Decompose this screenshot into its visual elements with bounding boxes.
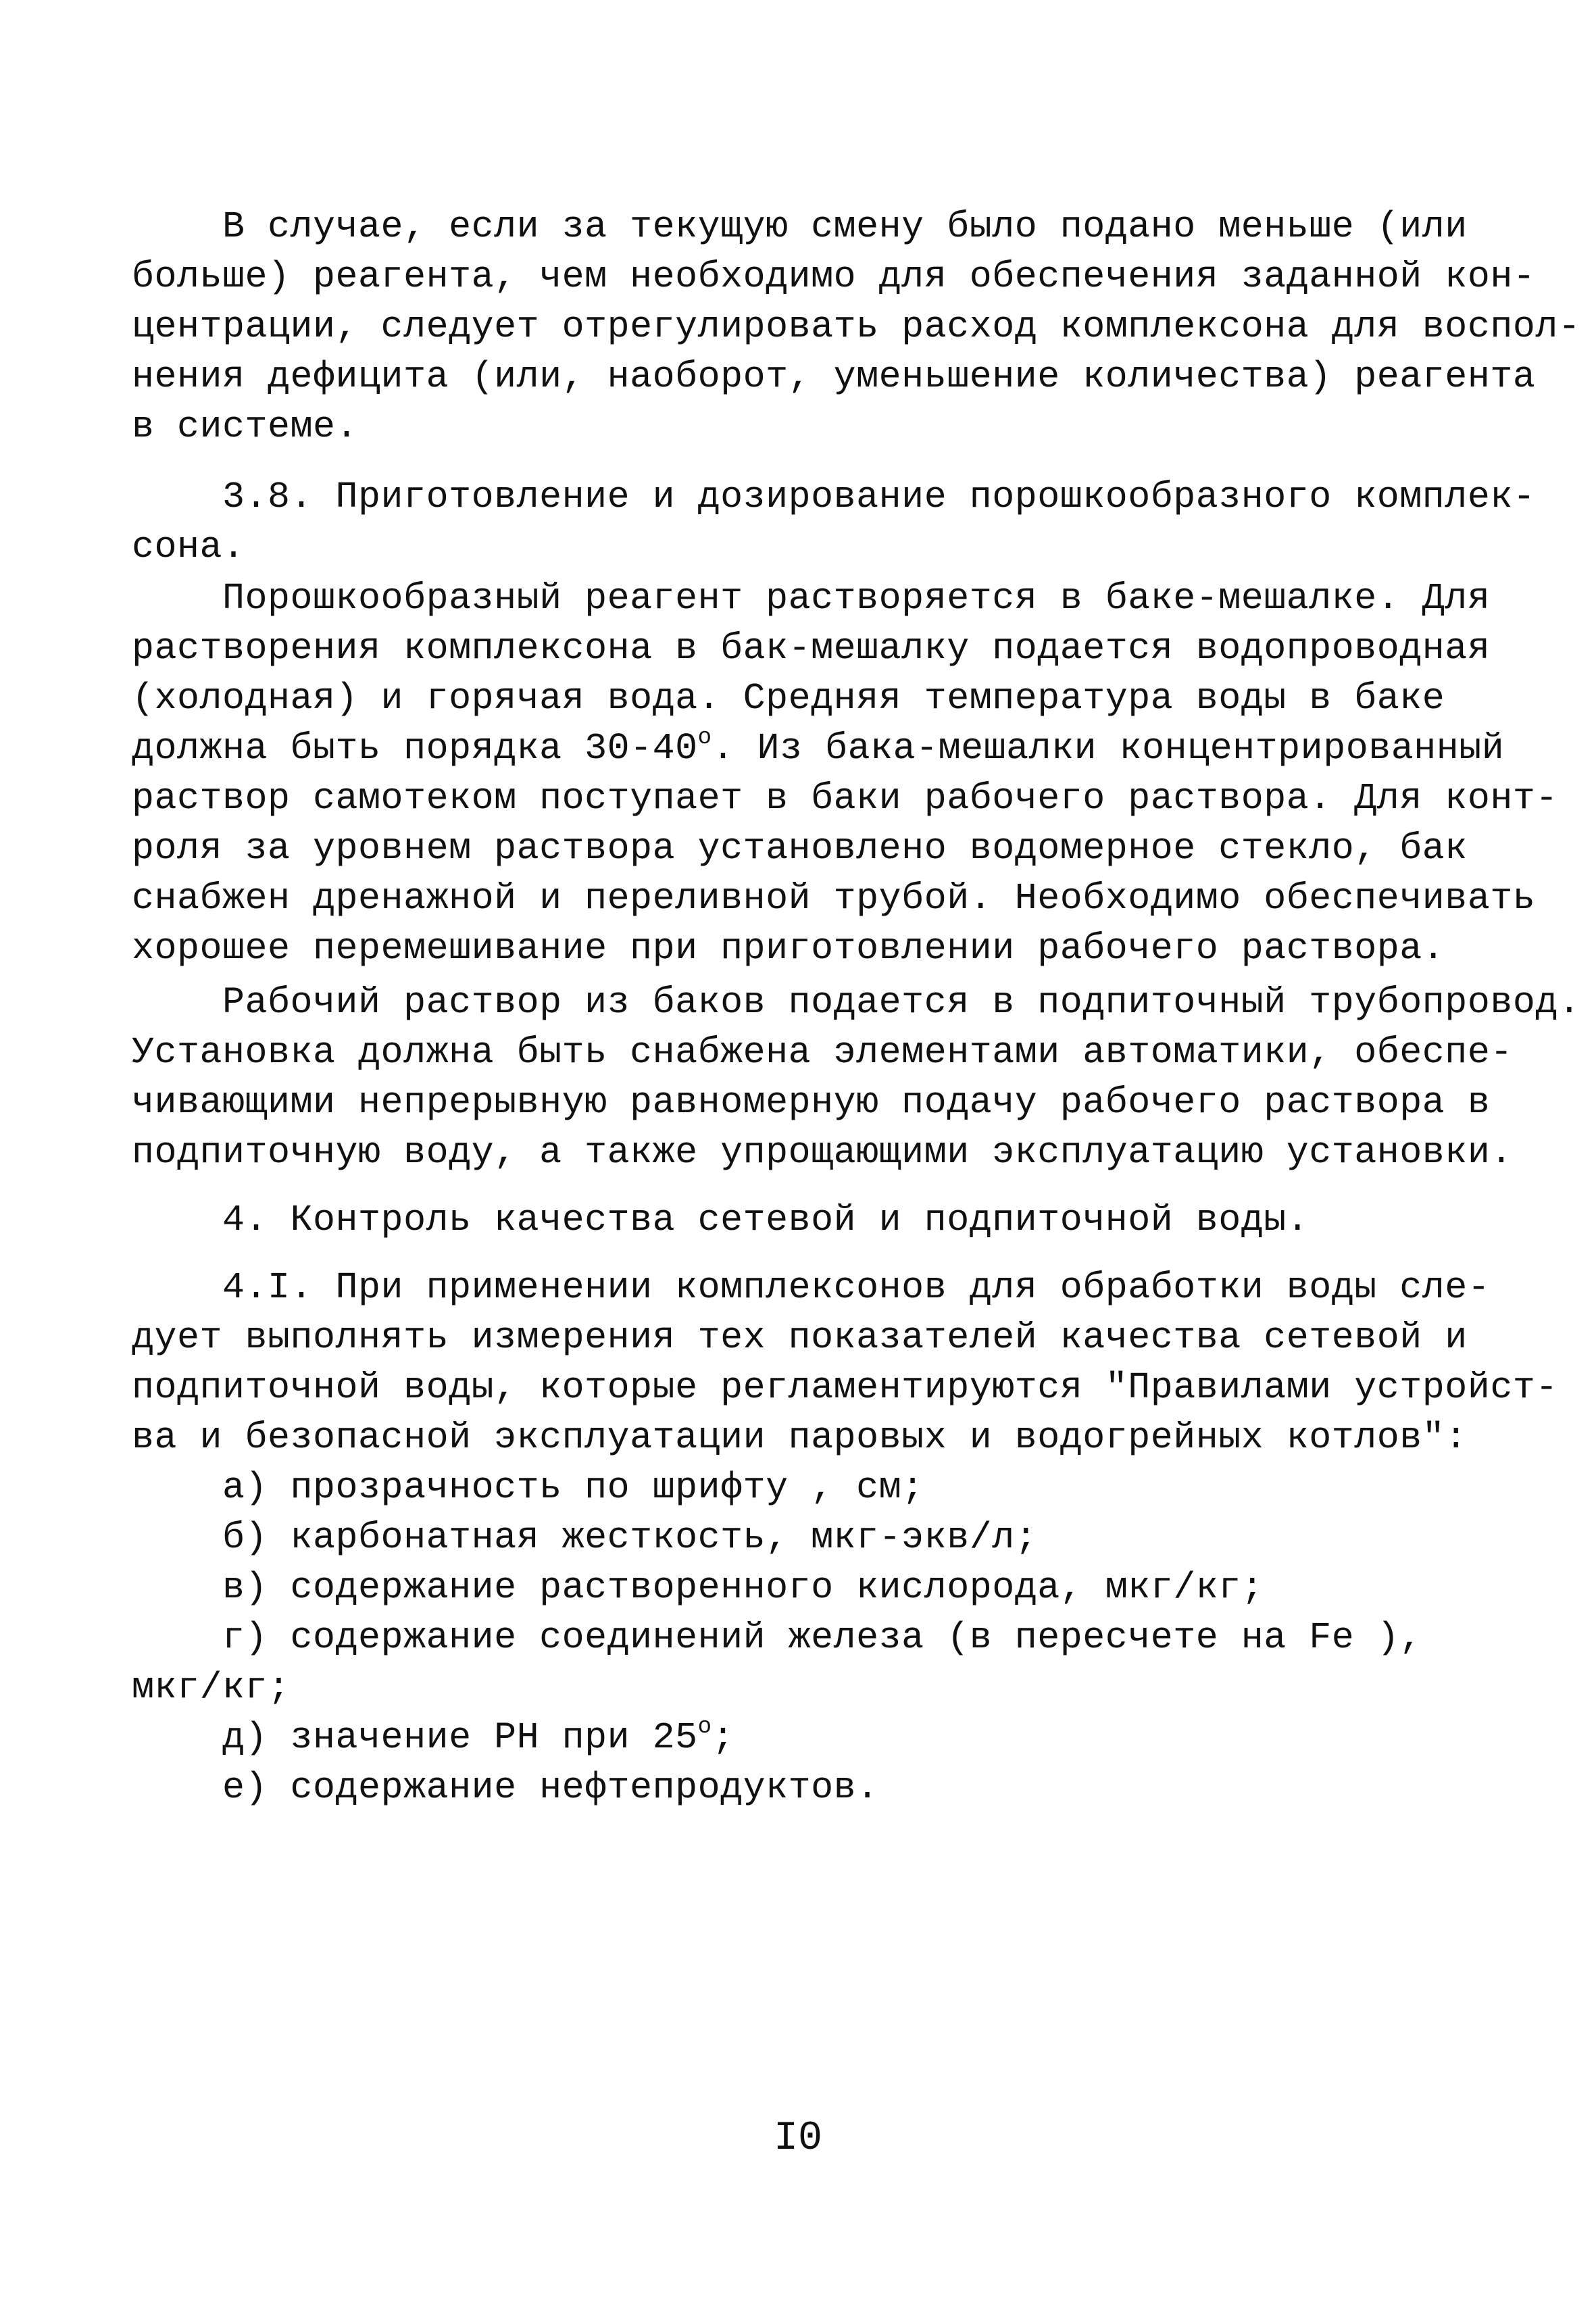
list-item-b: б) карбонатная жесткость, мкг-экв/л; <box>132 1516 1038 1559</box>
section-3-8-heading-line-2: сона. <box>132 526 245 568</box>
paragraph-2-line-4-text-a: должна быть порядка 30-40 <box>132 727 698 770</box>
list-item-d-text-b: ; <box>712 1716 735 1759</box>
paragraph-2-line-4-text-b: . Из бака-мешалки концентрированный <box>712 727 1505 770</box>
section-4-1-line-4: ва и безопасной эксплуатации паровых и водогрейных котлов": <box>132 1416 1468 1459</box>
list-item-g: г) содержание соединений железа (в пересчете на Fe ), <box>132 1616 1422 1659</box>
paragraph-3-line-2: Установка должна быть снабжена элементами автоматики, обеспе- <box>132 1031 1513 1074</box>
paragraph-2-line-4 <box>132 725 1505 770</box>
paragraph-3-line-1: Рабочий раствор из баков подается в подпиточный трубопровод. <box>132 981 1581 1024</box>
list-item-d <box>132 1714 735 1759</box>
section-4-1-line-1: 4.I. При применении комплексонов для обработки воды сле- <box>132 1266 1491 1309</box>
list-item-a: а) прозрачность по шрифту , см; <box>132 1466 924 1509</box>
paragraph-2-line-1: Порошкообразный реагент растворяется в баке-мешалке. Для <box>132 577 1491 620</box>
paragraph-1-line-3: центрации, следует отрегулировать расход комплексона для воспол- <box>132 305 1581 348</box>
list-item-e: е) содержание нефтепродуктов. <box>132 1766 879 1809</box>
paragraph-2-line-2: растворения комплексона в бак-мешалку подается водопроводная <box>132 627 1491 670</box>
degree-superscript: о <box>697 1714 712 1740</box>
page-number: I0 <box>773 2116 822 2162</box>
section-4-1-line-3: подпиточной воды, которые регламентируются "Правилами устройст- <box>132 1366 1558 1409</box>
paragraph-2-line-8: хорошее перемешивание при приготовлении рабочего раствора. <box>132 927 1445 970</box>
paragraph-3-line-4: подпиточную воду, а также упрощающими эксплуатацию установки. <box>132 1131 1513 1174</box>
paragraph-1-line-5: в системе. <box>132 405 359 448</box>
paragraph-1-line-2: больше) реагента, чем необходимо для обеспечения заданной кон- <box>132 255 1536 298</box>
degree-superscript: о <box>697 725 712 751</box>
list-item-g-continuation: мкг/кг; <box>132 1666 291 1709</box>
paragraph-1-line-1: В случае, если за текущую смену было подано меньше (или <box>132 205 1468 248</box>
section-3-8-heading-line-1: 3.8. Приготовление и дозирование порошкообразного комплек- <box>132 476 1536 518</box>
paragraph-2-line-6: роля за уровнем раствора установлено водомерное стекло, бак <box>132 827 1468 870</box>
paragraph-2-line-7: снабжен дренажной и переливной трубой. Необходимо обеспечивать <box>132 877 1536 920</box>
paragraph-2-line-3: (холодная) и горячая вода. Средняя температура воды в баке <box>132 677 1445 720</box>
paragraph-3-line-3: чивающими непрерывную равномерную подачу рабочего раствора в <box>132 1081 1491 1124</box>
list-item-v: в) содержание растворенного кислорода, мкг/кг; <box>132 1566 1264 1609</box>
section-4-heading: 4. Контроль качества сетевой и подпиточной воды. <box>132 1199 1310 1241</box>
paragraph-1-line-4: нения дефицита (или, наоборот, уменьшение количества) реагента <box>132 355 1536 398</box>
list-item-d-text-a: д) значение РН при 25 <box>132 1716 698 1759</box>
paragraph-2-line-5: раствор самотеком поступает в баки рабочего раствора. Для конт- <box>132 777 1558 820</box>
section-4-1-line-2: дует выполнять измерения тех показателей качества сетевой и <box>132 1316 1468 1359</box>
